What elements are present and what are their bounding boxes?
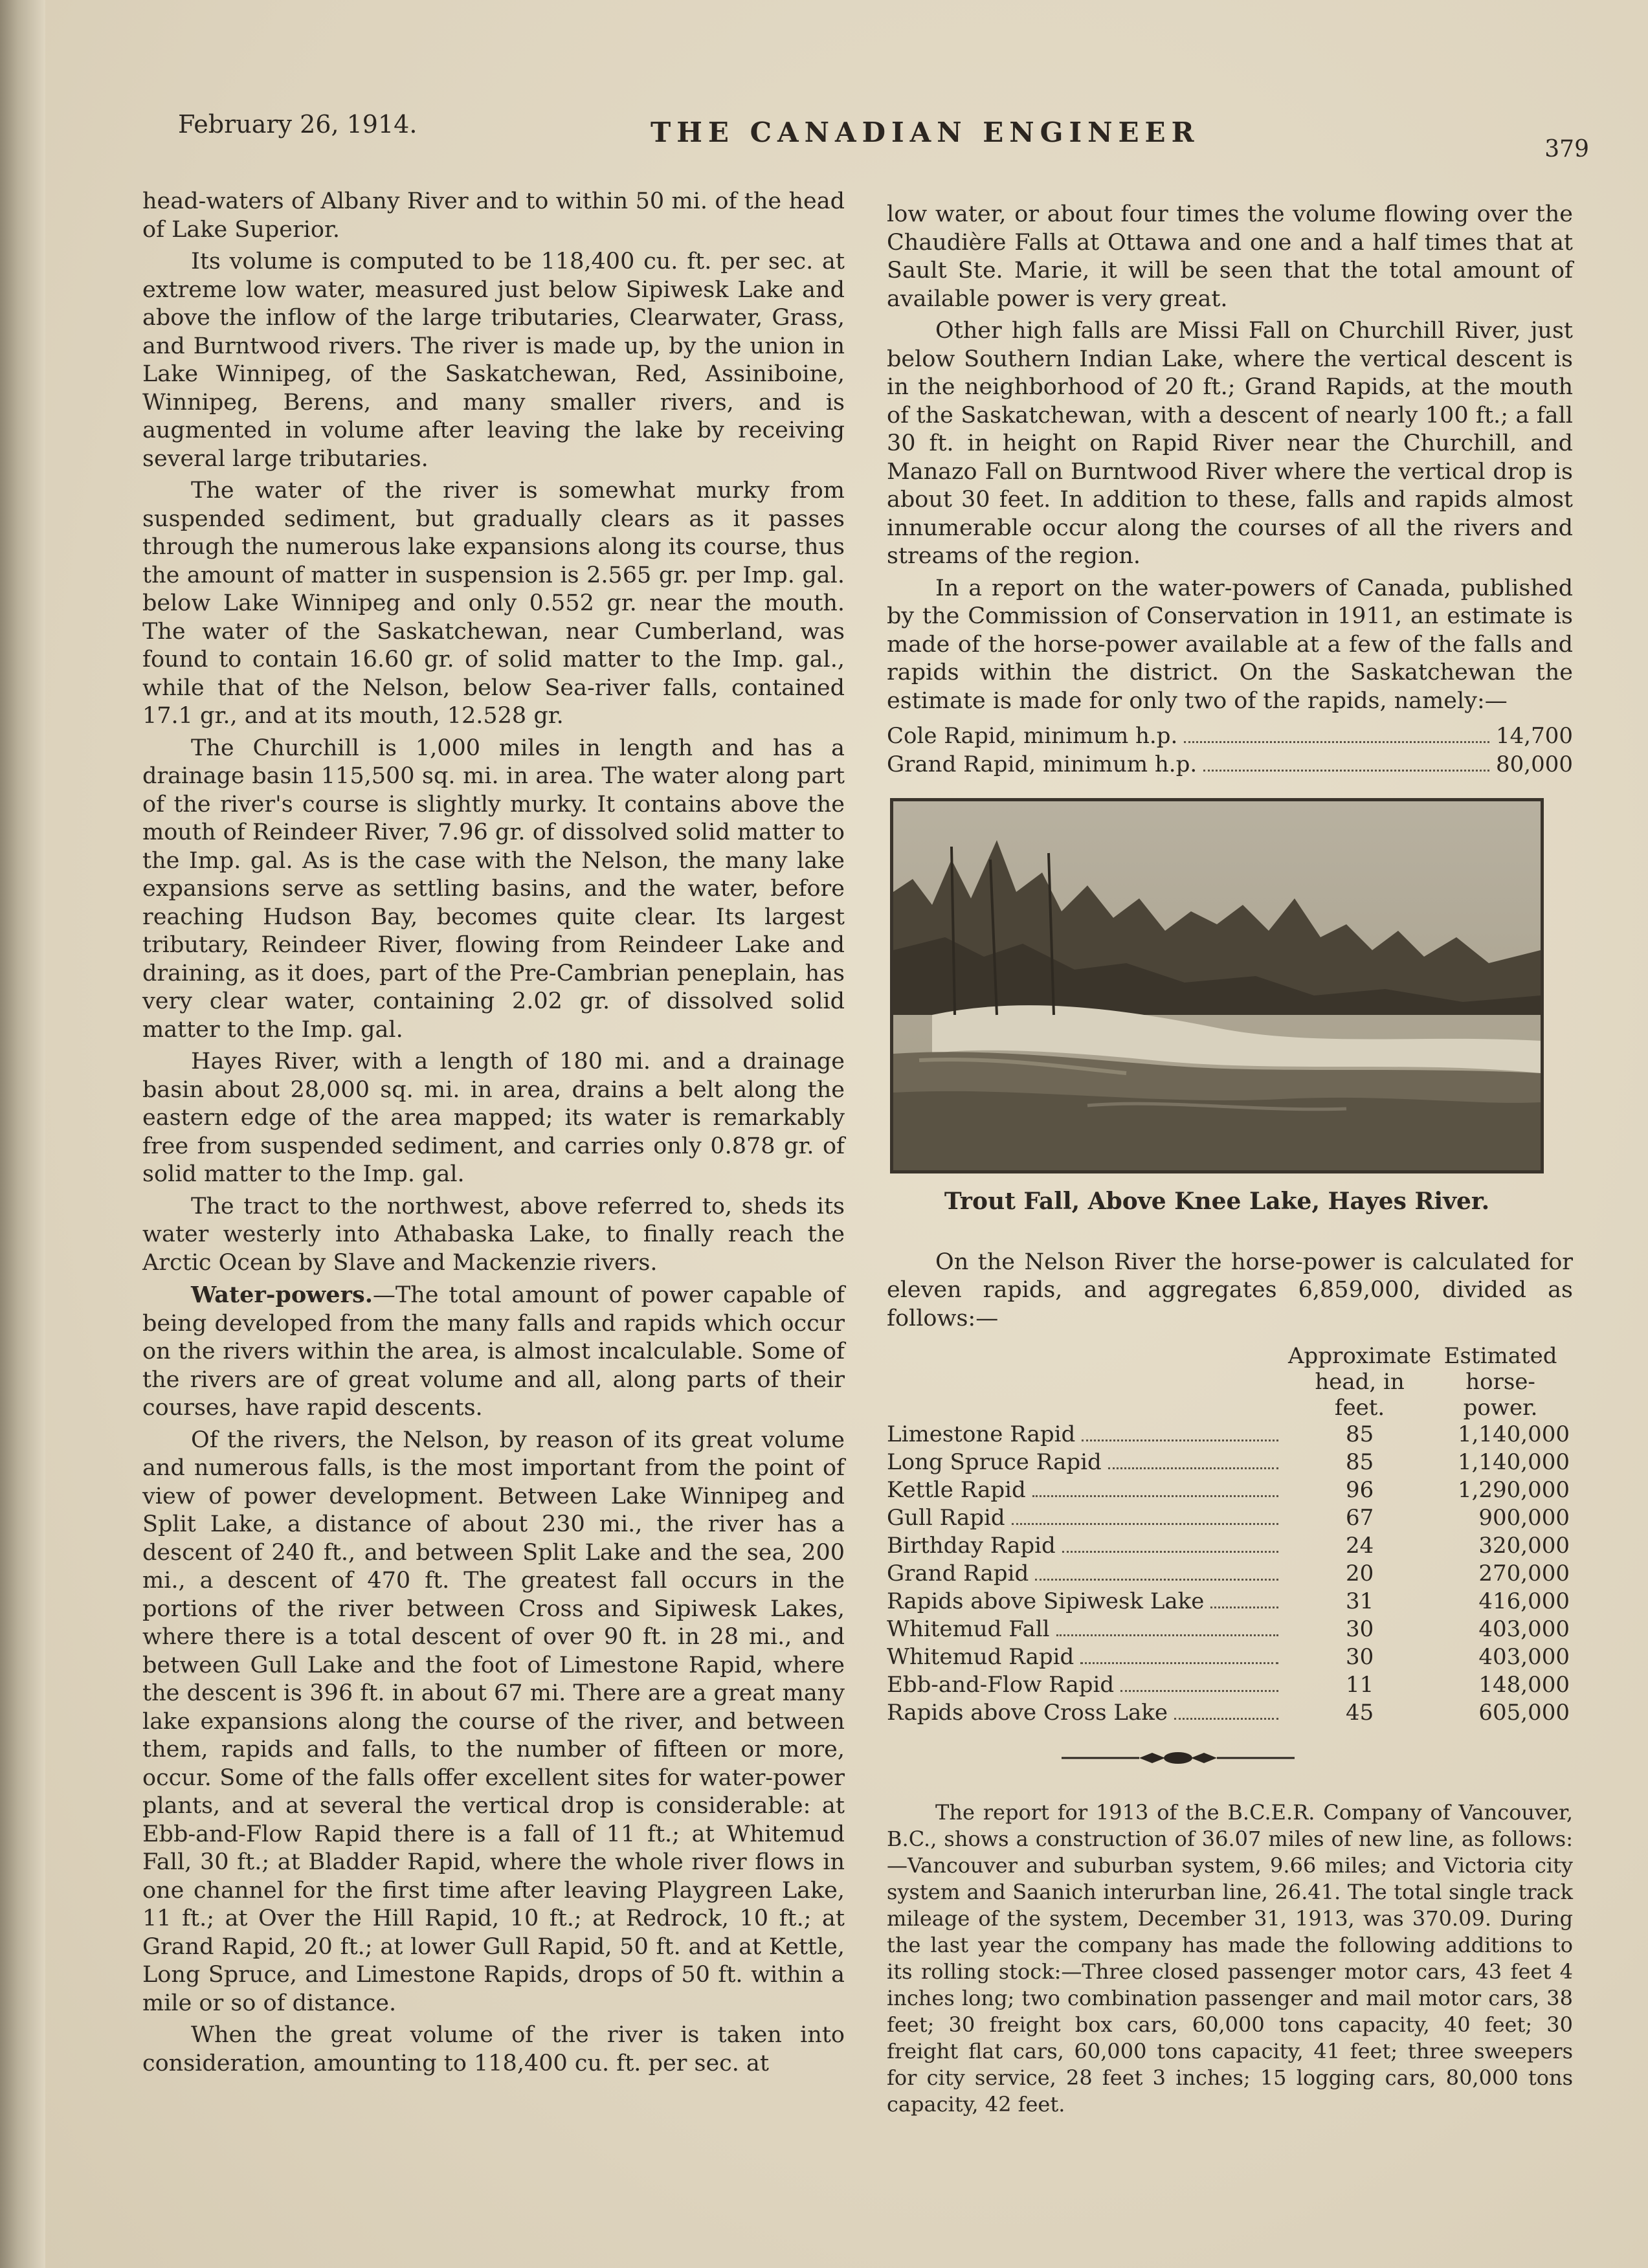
paragraph: Hayes River, with a length of 180 mi. and a drainage basin about 28,000 sq. mi. in area, drains a belt along the eastern edge of the area mapped; its water is remarkably free from suspended sediment, and carries only 0.878 gr. of solid matter to the Imp. gal. — [142, 1049, 845, 1187]
list-item — [887, 750, 1573, 779]
leader-dots — [1174, 1718, 1278, 1720]
saskatchewan-hp-list — [887, 722, 1573, 779]
table-row — [887, 1504, 1586, 1532]
table-row — [887, 1476, 1586, 1504]
rapid-name: Limestone Rapid — [887, 1421, 1076, 1447]
right-column — [887, 201, 1573, 2122]
photo-caption: Trout Fall, Above Knee Lake, Hayes River. — [944, 1188, 1490, 1215]
rapid-name: Whitemud Rapid — [887, 1644, 1075, 1670]
rapid-name-cell — [887, 1560, 1288, 1588]
nelson-rapids-table — [887, 1343, 1586, 1727]
head-cell: 96 — [1345, 1477, 1374, 1503]
section-heading: Water-powers. — [191, 1282, 373, 1308]
table-header-head: Approximate head, in feet. — [1288, 1343, 1432, 1421]
leader-dots — [1056, 1634, 1278, 1636]
paragraph: low water, or about four times the volume flowing over the Chaudière Falls at Ottawa and one and a half times that at Sault Ste. Marie, it will be seen that the total amount of available power is very great. — [887, 201, 1573, 312]
issue-date: February 26, 1914. — [178, 110, 418, 139]
page-number: 379 — [1544, 136, 1589, 162]
rapid-name-cell — [887, 1476, 1288, 1504]
rapid-name: Cole Rapid, minimum h.p. — [887, 723, 1178, 749]
rapid-name: Gull Rapid — [887, 1505, 1005, 1531]
head-cell: 85 — [1345, 1421, 1374, 1447]
left-column — [142, 188, 845, 2082]
hp-cell: 1,140,000 — [1457, 1421, 1570, 1447]
leader-dots — [1035, 1579, 1278, 1581]
paragraph: In a report on the water-powers of Canada, published by the Commission of Conservation in 1911, an estimate is made of the horse-power available at a few of the falls and rapids within the district. On the Saskatchewan the estimate is made for only two of the rapids, namely:— — [887, 575, 1573, 714]
leader-dots — [1012, 1523, 1278, 1525]
rapid-name: Rapids above Sipiwesk Lake — [887, 1588, 1205, 1614]
rapid-name: Grand Rapid — [887, 1561, 1029, 1586]
paragraph: head-waters of Albany River and to within 50 mi. of the head of Lake Superior. — [142, 188, 845, 243]
table-row — [887, 1671, 1586, 1699]
head-cell: 30 — [1345, 1644, 1374, 1670]
paragraph: Other high falls are Missi Fall on Churchill River, just below Southern Indian Lake, where the vertical descent is in the neighborhood of 20 ft.; Grand Rapids, at the mouth of the Saskatchewan, with a descent of nearly 100 ft.; a fall 30 ft. in height on Rapid River near the Churchill, and Manazo Fall on Burntwood River where the vertical drop is about 30 feet. In addition to these, falls and rapids almost innumerable occur along the courses of all the rivers and streams of the region. — [887, 318, 1573, 569]
hp-cell: 900,000 — [1478, 1505, 1570, 1531]
head-cell: 11 — [1345, 1672, 1374, 1698]
hp-cell: 416,000 — [1478, 1588, 1570, 1614]
rapid-name-cell — [887, 1449, 1288, 1476]
photo-figure — [890, 798, 1544, 1216]
hp-cell: 403,000 — [1478, 1644, 1570, 1670]
rapid-name-cell — [887, 1532, 1288, 1560]
paragraph: The water of the river is somewhat murky from suspended sediment, but gradually clears as it passes through the numerous lake expansions along its course, thus the amount of matter in suspension is 2.565 gr. per Imp. gal. below Lake Winnipeg and only 0.552 gr. near the mouth. The water of the Saskatchewan, near Cumberland, was found to contain 16.60 gr. of solid matter to the Imp. gal., while that of the Nelson, below Sea-river falls, contained 17.1 gr., and at its mouth, 12.528 gr. — [142, 478, 845, 729]
paragraph: Of the rivers, the Nelson, by reason of its great volume and numerous falls, is the most important from the point of view of power development. Between Lake Winnipeg and Split Lake, a distance of about 230 mi., the river has a descent of 240 ft., and between Split Lake and the sea, 200 mi., a descent of 470 ft. The greatest fall occurs in the portions of the river between Cross and Sipiwesk Lakes, where there is a total descent of over 90 ft. in 28 mi., and between Gull Lake and the foot of Limestone Rapid, where the descent is 396 ft. in about 67 mi. There are a great many lake expansions along the course of the river, and between them, rapids and falls, to the number of fifteen or more, occur. Some of the falls offer excellent sites for water-power plants, and at several the vertical drop is considerable: at Ebb-and-Flow Rapid there is a fall of 11 ft.; at Whitemud Fall, 30 ft.; at Bladder Rapid, where the whole river flows in one channel for the first time after leaving Playgreen Lake, 11 ft.; at Over the Hill Rapid, 10 ft.; at Redrock, 10 ft.; at Grand Rapid, 20 ft.; at lower Gull Rapid, 50 ft. and at Kettle, Long Spruce, and Limestone Rapids, drops of 50 ft. within a mile or so of distance. — [142, 1427, 845, 2016]
table-row — [887, 1449, 1586, 1476]
hp-cell: 320,000 — [1478, 1533, 1570, 1559]
section-ornament — [1062, 1745, 1573, 1773]
leader-dots — [1184, 741, 1489, 743]
head-cell: 67 — [1345, 1505, 1374, 1531]
head-cell: 24 — [1345, 1533, 1374, 1559]
paragraph: Its volume is computed to be 118,400 cu. ft. per sec. at extreme low water, measured just below Sipiwesk Lake and above the inflow of the large tributaries, Clearwater, Grass, and Burntwood rivers. The river is made up, by the union in Lake Winnipeg, of the Saskatchewan, Red, Assiniboine, Winnipeg, Berens, and many smaller rivers, and is augmented in volume after leaving the lake by receiving several large tributaries. — [142, 249, 845, 472]
paragraph-text: —The total amount of power capable of being developed from the many falls and rapids which occur on the rivers within the area, is almost incalculable. Some of the rivers are of great volume and all, along parts of their courses, have rapid descents. — [142, 1282, 845, 1421]
paragraph: The tract to the northwest, above referred to, sheds its water westerly into Athabaska Lake, to finally reach the Arctic Ocean by Slave and Mackenzie rivers. — [142, 1193, 845, 1276]
table-row — [887, 1588, 1586, 1616]
hp-value: 80,000 — [1496, 751, 1573, 777]
leader-dots — [1203, 770, 1489, 772]
table-row — [887, 1643, 1586, 1671]
rapid-name-cell — [887, 1671, 1288, 1699]
hp-value: 14,700 — [1496, 723, 1573, 749]
head-cell: 85 — [1345, 1449, 1374, 1475]
leader-dots — [1108, 1467, 1278, 1469]
page-header — [178, 104, 1589, 162]
rapid-name: Ebb-and-Flow Rapid — [887, 1672, 1115, 1698]
hp-cell: 1,140,000 — [1457, 1449, 1570, 1475]
table-header-blank — [887, 1343, 1288, 1421]
table-header-row — [887, 1343, 1586, 1421]
paragraph: On the Nelson River the horse-power is calculated for eleven rapids, and aggregates 6,859,000, divided as follows:— — [887, 1249, 1573, 1331]
paragraph: When the great volume of the river is taken into consideration, amounting to 118,400 cu. ft. per sec. at — [142, 2022, 845, 2076]
leader-dots — [1032, 1495, 1278, 1497]
rapid-name: Whitemud Fall — [887, 1616, 1050, 1642]
head-cell: 31 — [1345, 1588, 1374, 1614]
paragraph: The Churchill is 1,000 miles in length and has a drainage basin 115,500 sq. mi. in area. The water along part of the river's course is slightly murky. It contains above the mouth of Reindeer River, 7.96 gr. of dissolved solid matter to the Imp. gal. As is the case with the Nelson, the many lake expansions serve as settling basins, and the water, before reaching Hudson Bay, becomes quite clear. Its largest tributary, Reindeer River, flowing from Reindeer Lake and draining, as it does, part of the Pre-Cambrian peneplain, has very clear water, containing 2.02 gr. of dissolved solid matter to the Imp. gal. — [142, 735, 845, 1043]
hp-cell: 605,000 — [1478, 1700, 1570, 1726]
hp-cell: 270,000 — [1478, 1561, 1570, 1586]
rapid-name: Grand Rapid, minimum h.p. — [887, 751, 1197, 777]
water-powers-paragraph — [142, 1281, 845, 1423]
trout-fall-photo — [890, 798, 1544, 1173]
hp-cell: 148,000 — [1478, 1672, 1570, 1698]
hp-cell: 1,290,000 — [1457, 1477, 1570, 1503]
rapid-name: Kettle Rapid — [887, 1477, 1026, 1503]
list-item — [887, 722, 1573, 750]
book-gutter — [0, 0, 45, 2268]
table-row — [887, 1616, 1586, 1643]
page — [45, 0, 1648, 2268]
rapid-name: Birthday Rapid — [887, 1533, 1056, 1559]
head-cell: 45 — [1345, 1700, 1374, 1726]
journal-title: THE CANADIAN ENGINEER — [651, 117, 1200, 148]
table-header-hp: Estimated horse-power. — [1443, 1343, 1557, 1421]
rapid-name-cell — [887, 1588, 1288, 1616]
bcer-report-paragraph: The report for 1913 of the B.C.E.R. Company of Vancouver, B.C., shows a construction of 36.07 miles of new line, as follows:—Vancouver and suburban system, 9.66 miles; and Victoria city system and Saanich interurban line, 26.41. The total single track mileage of the system, December 31, 1913, was 370.09. During the last year the company has made the following additions to its rolling stock:—Three closed passenger motor cars, 43 feet 4 inches long; two combination passenger and mail motor cars, 38 feet; 30 freight box cars, 60,000 tons capacity, 40 feet; 30 freight flat cars, 60,000 tons capacity, 41 feet; three sweepers for city service, 28 feet 3 inches; 15 logging cars, 80,000 tons capacity, 42 feet. — [887, 1799, 1573, 2117]
rapid-name: Long Spruce Rapid — [887, 1449, 1102, 1475]
table-row — [887, 1560, 1586, 1588]
leader-dots — [1210, 1606, 1278, 1608]
head-cell: 30 — [1345, 1616, 1374, 1642]
nelson-section — [887, 1249, 1573, 2118]
rapid-name-cell — [887, 1699, 1288, 1727]
table-row — [887, 1532, 1586, 1560]
leader-dots — [1080, 1662, 1278, 1664]
rapid-name-cell — [887, 1616, 1288, 1643]
leader-dots — [1120, 1690, 1278, 1692]
table-row — [887, 1421, 1586, 1449]
leader-dots — [1062, 1551, 1278, 1553]
rapid-name-cell — [887, 1643, 1288, 1671]
rapid-name-cell — [887, 1421, 1288, 1449]
rapid-name: Rapids above Cross Lake — [887, 1700, 1168, 1726]
rapid-name-cell — [887, 1504, 1288, 1532]
head-cell: 20 — [1345, 1561, 1374, 1586]
hp-cell: 403,000 — [1478, 1616, 1570, 1642]
table-row — [887, 1699, 1586, 1727]
leader-dots — [1082, 1440, 1278, 1441]
